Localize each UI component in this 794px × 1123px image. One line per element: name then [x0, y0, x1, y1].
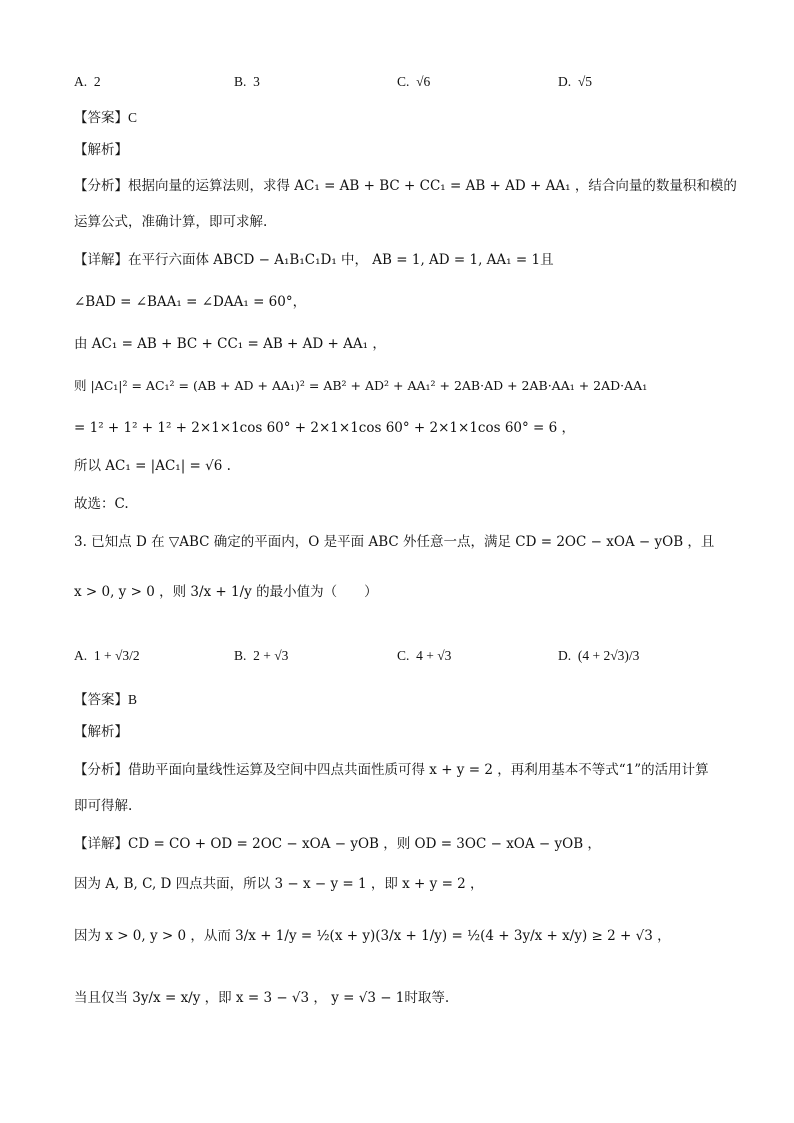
q2-detail-line-4: 则 |AC₁|² = AC₁² = (AB + AD + AA₁)² = AB² + AD² + AA₁² + 2AB·AD + 2AB·AA₁ + 2AD·AA₁	[74, 378, 648, 393]
option-letter: A.	[74, 648, 88, 663]
option-letter: D.	[558, 74, 572, 89]
q2-detail-line-6: 所以 AC₁ = |AC₁| = √6 .	[74, 458, 231, 474]
q3-option-c	[397, 646, 451, 666]
option-value: 3	[253, 74, 260, 89]
option-value: 1 + √3/2	[93, 648, 140, 663]
option-letter: D.	[558, 648, 572, 663]
answer-value: B	[128, 692, 138, 707]
q2-option-b	[234, 72, 260, 92]
q3-detail-line-2: 因为 A, B, C, D 四点共面，所以 3 − x − y = 1 ，即 x + y = 2 ，	[74, 876, 484, 892]
option-value: √5	[577, 74, 593, 89]
q3-option-b	[234, 646, 288, 666]
q2-option-a	[74, 72, 101, 92]
q2-option-d	[558, 72, 592, 92]
option-letter: C.	[397, 74, 410, 89]
q2-fenxi-line-2: 运算公式，准确计算，即可求解.	[74, 214, 268, 230]
q2-detail-line-2: ∠BAD = ∠BAA₁ = ∠DAA₁ = 60°，	[74, 294, 307, 310]
option-value: 2 + √3	[253, 648, 289, 663]
answer-tag: 【答案】	[74, 110, 128, 126]
q2-detail-line-5: = 1² + 1² + 1² + 2×1×1cos 60° + 2×1×1cos 60° + 2×1×1cos 60° = 6 ，	[74, 420, 576, 436]
q3-detail-line-3: 因为 x > 0, y > 0 ，从而 3/x + 1/y = ½(x + y)(3/x + 1/y) = ½(4 + 3y/x + x/y) ≥ 2 + √3 ，	[74, 928, 671, 944]
q3-detail-line-4: 当且仅当 3y/x = x/y ，即 x = 3 − √3 ， y = √3 − 1时取等.	[74, 990, 450, 1006]
q3-analysis-tag: 【解析】	[74, 724, 128, 740]
option-letter: A.	[74, 74, 88, 89]
q2-answer	[74, 108, 137, 128]
q2-detail-line-1: 【详解】在平行六面体 ABCD − A₁B₁C₁D₁ 中， AB = 1, AD = 1, AA₁ = 1且	[74, 252, 554, 268]
option-letter: B.	[234, 648, 247, 663]
q3-stem-line-2: x > 0, y > 0 ，则 3/x + 1/y 的最小值为（ ）	[74, 584, 378, 600]
option-value: 4 + √3	[416, 648, 452, 663]
q2-option-c	[397, 72, 430, 92]
answer-tag: 【答案】	[74, 692, 128, 708]
q3-stem-line-1: 3. 已知点 D 在 ▽ABC 确定的平面内，O 是平面 ABC 外任意一点，满足 CD = 2OC − xOA − yOB ，且	[74, 534, 715, 550]
answer-value: C	[128, 110, 138, 125]
q3-answer	[74, 690, 137, 710]
q3-fenxi-line-1: 【分析】借助平面向量线性运算及空间中四点共面性质可得 x + y = 2 ，再利用基本不等式“1”的活用计算	[74, 762, 709, 778]
q2-conclusion: 故选：C.	[74, 496, 129, 512]
q2-analysis-tag: 【解析】	[74, 142, 128, 158]
option-letter: B.	[234, 74, 247, 89]
q2-fenxi-line-1: 【分析】根据向量的运算法则，求得 AC₁ = AB + BC + CC₁ = AB + AD + AA₁ ，结合向量的数量积和模的	[74, 178, 737, 194]
q3-option-d	[558, 646, 639, 666]
option-value: 2	[93, 74, 101, 89]
option-value: (4 + 2√3)/3	[577, 648, 640, 663]
option-value: √6	[416, 74, 431, 89]
q3-fenxi-line-2: 即可得解.	[74, 798, 133, 814]
option-letter: C.	[397, 648, 410, 663]
q2-detail-line-3: 由 AC₁ = AB + BC + CC₁ = AB + AD + AA₁ ，	[74, 336, 386, 352]
q3-option-a	[74, 646, 140, 666]
q3-detail-line-1: 【详解】CD = CO + OD = 2OC − xOA − yOB ，则 OD = 3OC − xOA − yOB ，	[74, 836, 601, 852]
